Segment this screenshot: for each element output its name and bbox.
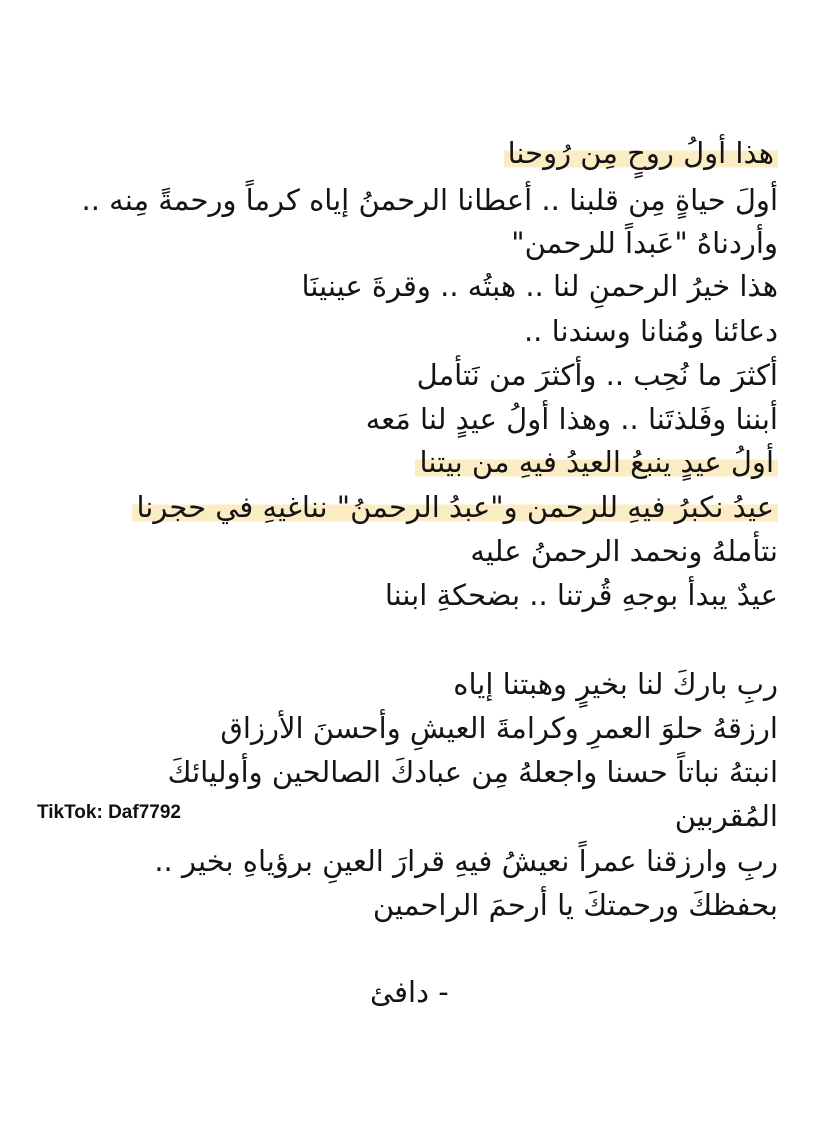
poem-line: دعائنا ومُنانا وسندنا .. [523, 314, 778, 348]
poem-line: ربِ وارزقنا عمراً نعيشُ فيهِ قرارَ العينِ برؤياهِ بخير .. [154, 844, 778, 878]
poem-line: أبننا وفَلذتَنا .. وهذا أولُ عيدٍ لنا مَعه [365, 402, 778, 436]
highlighted-text: هذا أولُ روحٍ مِن رُوحنا [504, 136, 778, 170]
poem-line: هذا خيرُ الرحمنِ لنا .. هبتُه .. وقرةَ عينينَا [301, 269, 778, 303]
poem-line: المُقربين [674, 799, 778, 833]
poem-line [132, 486, 778, 528]
poem-line: أولَ حياةٍ مِن قلبنا .. أعطانا الرحمنُ إياه كرماً ورحمةً مِنه .. [81, 183, 778, 217]
poem-line: انبتهُ نباتاً حسنا واجعلهُ مِن عبادكَ الصالحين وأوليائكَ [167, 755, 778, 789]
poem-line [415, 441, 778, 483]
poem-line: نتأملهُ ونحمد الرحمنُ عليه [470, 534, 778, 568]
poem-line: عيدٌ يبدأ بوجهِ قُرتنا .. بضحكةِ ابننا [384, 578, 778, 612]
poem-line: أكثرَ ما نُحِب .. وأكثرَ من نَتأمل [416, 358, 778, 392]
poem-line: ربِ باركَ لنا بخيرٍ وهبتنا إياه [453, 667, 778, 701]
highlighted-text: أولُ عيدٍ ينبعُ العيدُ فيهِ من بيتنا [415, 445, 778, 479]
poem-line: بحفظكَ ورحمتكَ يا أرحمَ الراحمين [372, 888, 778, 922]
author-signature: - دافئ [370, 975, 449, 1009]
poem-line: ارزقهُ حلوَ العمرِ وكرامةَ العيشِ وأحسنَ الأرزاق [220, 711, 778, 745]
tiktok-watermark: TikTok: Daf7792 [37, 802, 181, 823]
poem-line [504, 132, 778, 174]
poem-line: وأردناهُ "عَبداً للرحمن" [511, 226, 778, 260]
highlighted-text: عيدُ نكبرُ فيهِ للرحمن و"عبدُ الرحمنُ" نناغيهِ في حجرنا [132, 490, 778, 524]
